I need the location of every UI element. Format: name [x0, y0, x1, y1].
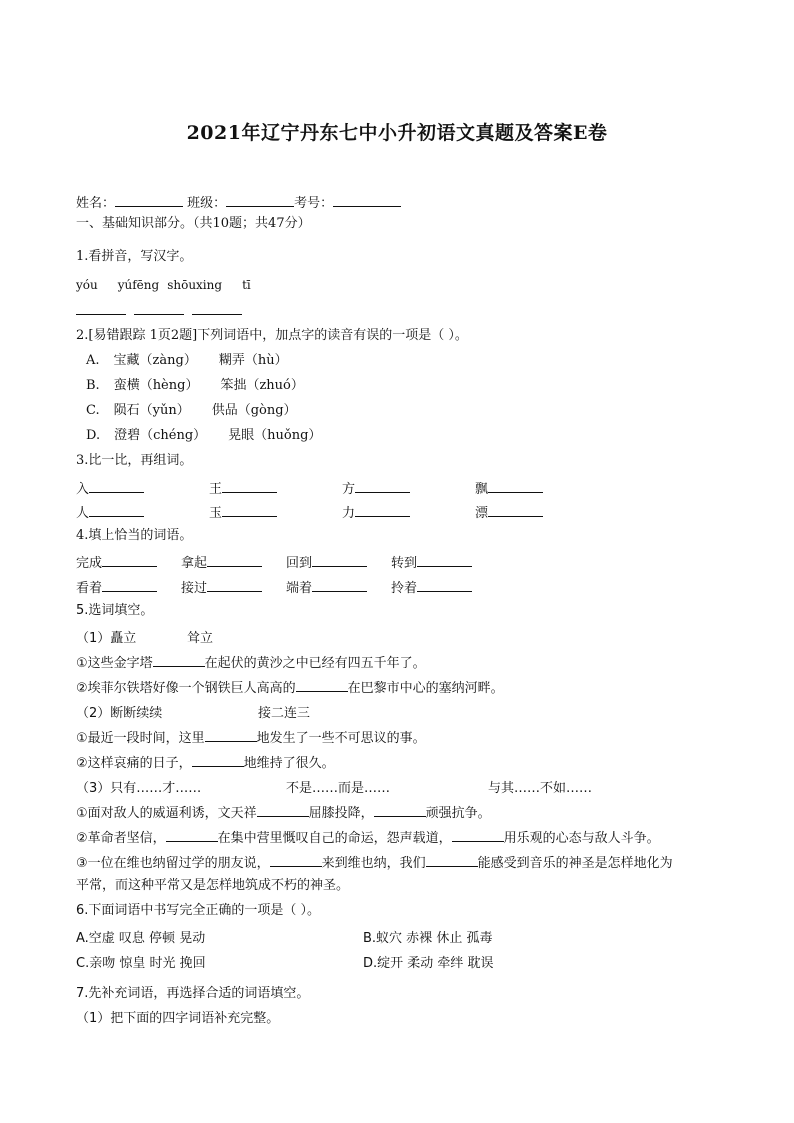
option-word-2: 供品（gòng）	[211, 403, 297, 418]
class-label: 班级：	[187, 196, 227, 211]
class-blank[interactable]	[226, 192, 294, 207]
text: ①面对敌人的威逼利诱，文天祥	[76, 806, 257, 821]
q3-char: 入	[76, 482, 90, 497]
q4-word: 拎着	[391, 581, 418, 596]
q4-item	[286, 577, 367, 596]
q7-stem: 7.先补充词语，再选择合适的词语填空。	[76, 986, 310, 1001]
option-label: B.	[86, 378, 100, 393]
q5-blank[interactable]	[192, 752, 244, 767]
q5-blank[interactable]	[153, 652, 205, 667]
q5-blank[interactable]	[205, 727, 257, 742]
pinyin-1: yóu	[76, 278, 98, 292]
q4-item	[391, 552, 472, 571]
q3-char: 人	[76, 506, 90, 521]
q5-p3-s3-cont: 平常，而这种平常又是怎样地筑成不朽的神圣。	[76, 878, 350, 893]
q3-item	[342, 478, 410, 497]
q3-item	[76, 478, 144, 497]
q6-option-b: B.蚁穴 赤裸 休止 孤毒	[363, 931, 493, 946]
q4-word: 回到	[286, 556, 313, 571]
q7-sub1: （1）把下面的四字词语补充完整。	[76, 1011, 280, 1026]
q5-p1-s1	[76, 652, 426, 673]
q3-blank[interactable]	[488, 502, 543, 517]
option-label: C.	[86, 403, 100, 418]
q6-option-a: A.空虚 叹息 停顿 晃动	[76, 931, 206, 946]
q1-stem: 1.看拼音，写汉字。	[76, 249, 193, 264]
q5-p2-s1	[76, 727, 426, 748]
text: 能感受到音乐的神圣是怎样地化为	[477, 856, 673, 871]
q1-pinyin-row	[76, 276, 251, 294]
q4-blank[interactable]	[417, 552, 472, 567]
q2-option-d	[86, 427, 321, 445]
q5-p3-s1	[76, 802, 491, 823]
q5-blank[interactable]	[270, 852, 322, 867]
q4-item	[181, 552, 262, 571]
q5-p2-s2	[76, 752, 335, 773]
q5-stem: 5.选词填空。	[76, 603, 154, 618]
text: 在巴黎市中心的塞纳河畔。	[347, 681, 504, 696]
q5-p3-word2: 不是……而是……	[286, 781, 391, 796]
option-label: D.	[86, 428, 101, 443]
q5-p3-word3: 与其……不如……	[488, 781, 593, 796]
option-word-2: 晃眼（huǒng）	[228, 428, 322, 443]
q1-blank-2[interactable]	[134, 300, 184, 315]
number-label: 考号：	[294, 196, 334, 211]
q4-item	[76, 552, 157, 571]
q3-item	[76, 502, 144, 521]
q5-p1-word2: 耸立	[187, 631, 214, 646]
q5-blank[interactable]	[166, 827, 218, 842]
option-word-1: 蛮横（hèng）	[113, 378, 199, 393]
q5-blank[interactable]	[374, 802, 426, 817]
q3-item	[342, 502, 410, 521]
option-word-2: 笨拙（zhuó）	[220, 378, 304, 393]
text: 地维持了很久。	[243, 756, 335, 771]
option-word-2: 糊弄（hù）	[218, 353, 288, 368]
q4-item	[76, 577, 157, 596]
q2-option-c	[86, 402, 297, 420]
q5-blank[interactable]	[296, 677, 348, 692]
text: 在起伏的黄沙之中已经有四五千年了。	[204, 656, 426, 671]
q4-blank[interactable]	[312, 552, 367, 567]
q3-blank[interactable]	[355, 478, 410, 493]
student-info-line	[76, 192, 401, 213]
q4-word: 看着	[76, 581, 103, 596]
q3-blank[interactable]	[488, 478, 543, 493]
q4-item	[181, 577, 262, 596]
q3-char: 力	[342, 506, 356, 521]
text: 来到维也纳，我们	[321, 856, 426, 871]
number-blank[interactable]	[333, 192, 401, 207]
section-heading: 一、基础知识部分。（共10题；共47分）	[76, 216, 311, 231]
q6-option-c: C.亲吻 惊皇 时光 挽回	[76, 956, 206, 971]
q6-option-d: D.绽开 柔动 牵绊 耽误	[363, 956, 494, 971]
option-label: A.	[86, 353, 100, 368]
q3-blank[interactable]	[89, 502, 144, 517]
text: ②埃菲尔铁塔好像一个钢铁巨人高高的	[76, 681, 296, 696]
q1-blank-1[interactable]	[76, 300, 126, 315]
q4-blank[interactable]	[207, 552, 262, 567]
q4-blank[interactable]	[102, 577, 157, 592]
q4-stem: 4.填上恰当的词语。	[76, 528, 193, 543]
option-word-1: 陨石（yǔn）	[113, 403, 190, 418]
q3-stem: 3.比一比，再组词。	[76, 453, 193, 468]
q4-blank[interactable]	[417, 577, 472, 592]
q3-blank[interactable]	[89, 478, 144, 493]
q6-stem: 6.下面词语中书写完全正确的一项是（ ）。	[76, 903, 321, 918]
text: ①最近一段时间，这里	[76, 731, 205, 746]
q4-item	[391, 577, 472, 596]
q3-char: 漂	[475, 506, 489, 521]
q3-blank[interactable]	[222, 478, 277, 493]
text: 屈膝投降，	[308, 806, 374, 821]
q3-char: 飘	[475, 482, 489, 497]
q3-char: 王	[209, 482, 223, 497]
q4-word: 拿起	[181, 556, 208, 571]
text: ①这些金字塔	[76, 656, 153, 671]
q5-blank[interactable]	[257, 802, 309, 817]
text: 在集中营里慨叹自己的命运，怨声载道，	[217, 831, 452, 846]
text: ②革命者坚信，	[76, 831, 166, 846]
q5-blank[interactable]	[452, 827, 504, 842]
text: 地发生了一些不可思议的事。	[256, 731, 426, 746]
q5-p3-head: （3）只有……才……	[76, 781, 202, 796]
option-word-1: 宝藏（zàng）	[113, 353, 197, 368]
q3-item	[475, 478, 543, 497]
q3-item	[475, 502, 543, 521]
pinyin-3: shōuxing	[167, 278, 223, 292]
q4-item	[286, 552, 367, 571]
q4-word: 完成	[76, 556, 103, 571]
q4-blank[interactable]	[102, 552, 157, 567]
q4-word: 端着	[286, 581, 313, 596]
q3-blank[interactable]	[222, 502, 277, 517]
q2-option-a	[86, 352, 288, 370]
text: ②这样哀痛的日子，	[76, 756, 192, 771]
q5-blank[interactable]	[426, 852, 478, 867]
q1-blank-3[interactable]	[192, 300, 242, 315]
pinyin-4: tī	[242, 278, 251, 292]
option-word-1: 澄碧（chéng）	[114, 428, 207, 443]
q5-p3-s2	[76, 827, 660, 848]
q5-p2-head: （2）断断续续	[76, 706, 163, 721]
q4-word: 转到	[391, 556, 418, 571]
q1-blank-row	[76, 300, 242, 321]
name-blank[interactable]	[115, 192, 183, 207]
q5-p1-head: （1）矗立	[76, 631, 137, 646]
text: 顽强抗争。	[425, 806, 491, 821]
q2-stem: 2.[易错跟踪 1页2题]下列词语中，加点字的读音有误的一项是（ ）。	[76, 328, 468, 343]
q5-p2-word2: 接二连三	[258, 706, 311, 721]
q2-option-b	[86, 377, 304, 395]
q4-blank[interactable]	[312, 577, 367, 592]
q3-item	[209, 502, 277, 521]
q4-word: 接过	[181, 581, 208, 596]
q3-item	[209, 478, 277, 497]
name-label: 姓名：	[76, 196, 116, 211]
text: ③一位在维也纳留过学的朋友说，	[76, 856, 270, 871]
page-title: 2021年辽宁丹东七中小升初语文真题及答案E卷	[186, 122, 608, 144]
pinyin-2: yúfēng	[117, 278, 160, 292]
text: 用乐观的心态与敌人斗争。	[503, 831, 660, 846]
q5-p1-s2	[76, 677, 504, 698]
q5-p3-s3	[76, 852, 673, 873]
q3-char: 玉	[209, 506, 223, 521]
q3-blank[interactable]	[355, 502, 410, 517]
q3-char: 方	[342, 482, 356, 497]
q4-blank[interactable]	[207, 577, 262, 592]
